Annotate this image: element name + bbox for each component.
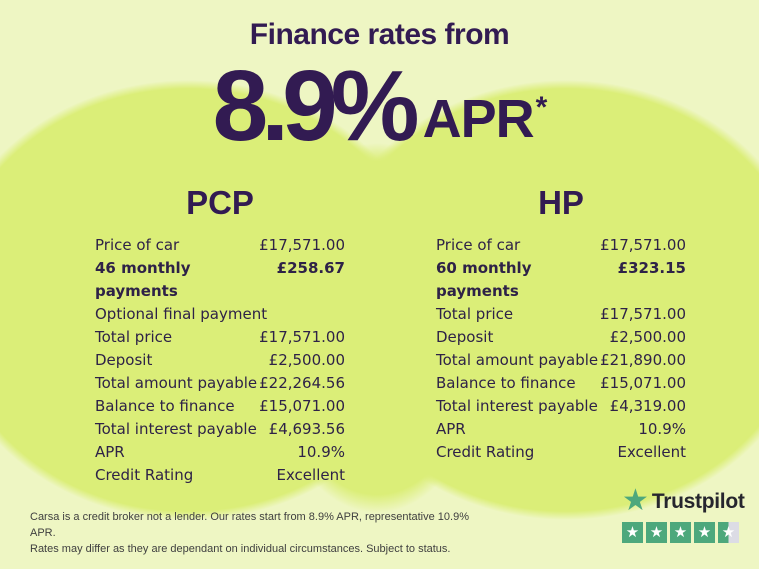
rating-star-box: ★	[622, 522, 643, 543]
trustpilot-logo	[622, 484, 745, 517]
row-value: £2,500.00	[268, 351, 345, 369]
finance-row	[436, 372, 686, 395]
finance-row	[436, 349, 686, 372]
row-label: Balance to finance	[436, 374, 576, 392]
pcp-column-header: PCP	[186, 184, 254, 221]
row-value: £17,571.00	[259, 328, 345, 346]
rate-unit-label: APR	[422, 89, 534, 149]
row-value: £4,319.00	[609, 397, 686, 415]
pcp-column	[95, 186, 345, 487]
row-label: APR	[436, 420, 466, 438]
row-label: Total amount payable	[436, 351, 599, 369]
row-label: 46 monthly payments	[95, 259, 191, 300]
row-label: Optional final payment	[95, 305, 268, 323]
disclaimer-line-1: Carsa is a credit broker not a lender. Our rates start from 8.9% APR, representative 10.9% APR.	[30, 511, 469, 539]
finance-row	[95, 441, 345, 464]
headline-rate	[0, 50, 759, 162]
finance-row	[95, 372, 345, 395]
trustpilot-wordmark: Trustpilot	[651, 489, 745, 513]
row-label: Balance to finance	[95, 397, 235, 415]
finance-row	[436, 234, 686, 257]
row-label: Total price	[436, 305, 514, 323]
row-value: £2,500.00	[609, 328, 686, 346]
trustpilot-rating-stars	[622, 522, 745, 543]
row-value: £4,693.56	[268, 420, 345, 438]
row-value: £17,571.00	[259, 236, 345, 254]
row-value: £15,071.00	[600, 374, 686, 392]
finance-row	[436, 326, 686, 349]
disclaimer-line-2: Rates may differ as they are dependant on individual circumstances. Subject to status.	[30, 543, 451, 555]
row-label: APR	[95, 443, 125, 461]
finance-row	[436, 441, 686, 464]
trustpilot-star-icon: ★	[622, 484, 649, 517]
finance-row	[436, 395, 686, 418]
pcp-finance-table	[95, 234, 345, 487]
row-value: Excellent	[617, 443, 686, 461]
rating-star-box: ★	[646, 522, 667, 543]
row-label: Price of car	[95, 236, 180, 254]
rating-star-box: ★	[718, 522, 739, 543]
row-value: £258.67	[276, 259, 345, 277]
finance-row	[436, 418, 686, 441]
trustpilot-widget	[622, 484, 745, 543]
row-value: 10.9%	[638, 420, 686, 438]
finance-row	[95, 464, 345, 487]
rating-star-box: ★	[670, 522, 691, 543]
row-value: £22,264.56	[259, 374, 345, 392]
row-value: £17,571.00	[600, 236, 686, 254]
row-value: £323.15	[617, 259, 686, 277]
row-label: Deposit	[95, 351, 153, 369]
row-value: £21,890.00	[600, 351, 686, 369]
row-label: Price of car	[436, 236, 521, 254]
finance-row	[95, 349, 345, 372]
finance-row	[436, 303, 686, 326]
row-label: Total price	[95, 328, 173, 346]
row-value: £17,571.00	[600, 305, 686, 323]
hp-column-header: HP	[538, 184, 584, 221]
rate-asterisk: *	[535, 91, 547, 124]
row-label: Credit Rating	[436, 443, 535, 461]
finance-row	[95, 326, 345, 349]
rating-star-box: ★	[694, 522, 715, 543]
hp-finance-table	[436, 234, 686, 464]
disclaimer-text	[30, 509, 470, 557]
finance-row	[95, 395, 345, 418]
finance-row	[436, 257, 686, 303]
rate-unit	[422, 89, 547, 149]
row-label: Total interest payable	[95, 420, 257, 438]
row-value: £15,071.00	[259, 397, 345, 415]
page-title: Finance rates from	[249, 18, 510, 51]
row-value: Excellent	[276, 466, 345, 484]
row-value: 10.9%	[297, 443, 345, 461]
rate-value: 8.9%	[212, 50, 413, 162]
finance-row	[95, 418, 345, 441]
row-label: Total amount payable	[95, 374, 258, 392]
finance-row	[95, 257, 345, 303]
row-label: Deposit	[436, 328, 494, 346]
hp-column	[436, 186, 686, 464]
row-label: Total interest payable	[436, 397, 598, 415]
finance-row	[95, 303, 345, 326]
row-label: Credit Rating	[95, 466, 194, 484]
finance-row	[95, 234, 345, 257]
row-label: 60 monthly payments	[436, 259, 532, 300]
